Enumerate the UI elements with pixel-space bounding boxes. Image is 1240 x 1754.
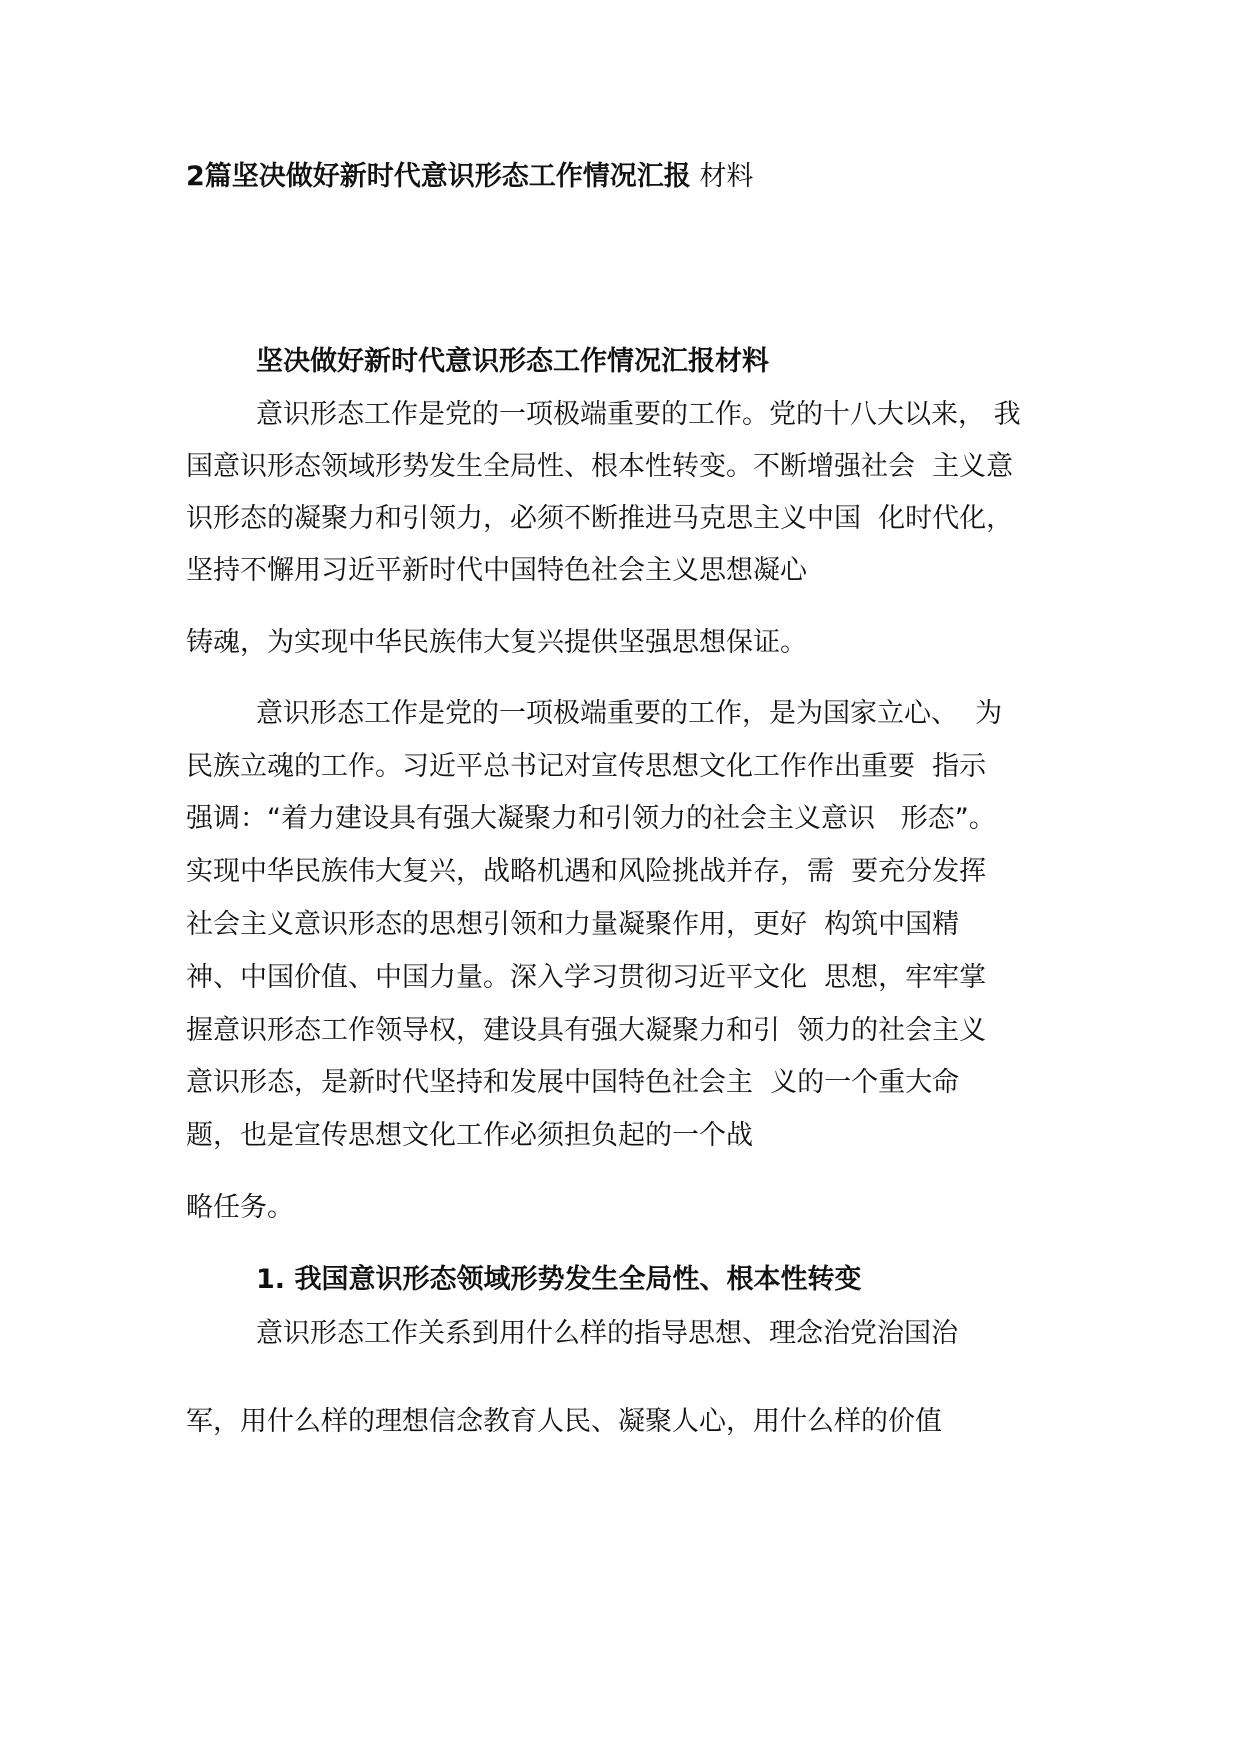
paragraph-1-line-1: 意识形态工作是党的一项极端重要的工作。党的十八大以来， 我 bbox=[256, 399, 1021, 430]
paragraph-2-line-6: 神、中国价值、中国力量。深入学习贯彻习近平文化 思想，牢牢掌 bbox=[186, 962, 987, 993]
paragraph-1-line-2: 国意识形态领域形势发生全局性、根本性转变。不断增强社会 主义意 bbox=[186, 451, 1014, 482]
paragraph-2-line-2: 民族立魂的工作。习近平总书记对宣传思想文化工作作出重要 指示 bbox=[186, 751, 987, 782]
paragraph-2-line-9: 题，也是宣传思想文化工作必须担负起的一个战 bbox=[186, 1120, 753, 1151]
document-title-main: 2篇坚决做好新时代意识形态工作情况汇报 bbox=[186, 161, 691, 192]
paragraph-2-line-5: 社会主义意识形态的思想引领和力量凝聚作用，更好 构筑中国精 bbox=[186, 909, 960, 940]
paragraph-1-line-3: 识形态的凝聚力和引领力，必须不断推进马克思主义中国 化时代化， bbox=[186, 503, 1014, 534]
paragraph-2-line-4: 实现中华民族伟大复兴，战略机遇和风险挑战并存，需 要充分发挥 bbox=[186, 856, 987, 887]
paragraph-3-line-1: 意识形态工作关系到用什么样的指导思想、理念治党治国治 bbox=[256, 1318, 958, 1349]
article-heading: 坚决做好新时代意识形态工作情况汇报材料 bbox=[256, 346, 769, 377]
paragraph-1-line-5: 铸魂，为实现中华民族伟大复兴提供坚强思想保证。 bbox=[186, 627, 807, 658]
paragraph-2-line-10: 略任务。 bbox=[186, 1192, 294, 1223]
paragraph-2-line-3: 强调：“着力建设具有强大凝聚力和引领力的社会主义意识 形态”。 bbox=[186, 803, 996, 834]
paragraph-2-line-7: 握意识形态工作领导权，建设具有强大凝聚力和引 领力的社会主义 bbox=[186, 1015, 987, 1046]
paragraph-2-line-1: 意识形态工作是党的一项极端重要的工作，是为国家立心、 为 bbox=[256, 698, 1003, 729]
document-title bbox=[186, 160, 753, 194]
section-1-heading: 1. 我国意识形态领域形势发生全局性、根本性转变 bbox=[256, 1264, 862, 1295]
paragraph-3-line-2: 军，用什么样的理想信念教育人民、凝聚人心，用什么样的价值 bbox=[186, 1406, 942, 1437]
document-title-suffix: 材料 bbox=[690, 161, 754, 192]
paragraph-2-line-8: 意识形态，是新时代坚持和发展中国特色社会主 义的一个重大命 bbox=[186, 1067, 960, 1098]
paragraph-1-line-4: 坚持不懈用习近平新时代中国特色社会主义思想凝心 bbox=[186, 555, 807, 586]
